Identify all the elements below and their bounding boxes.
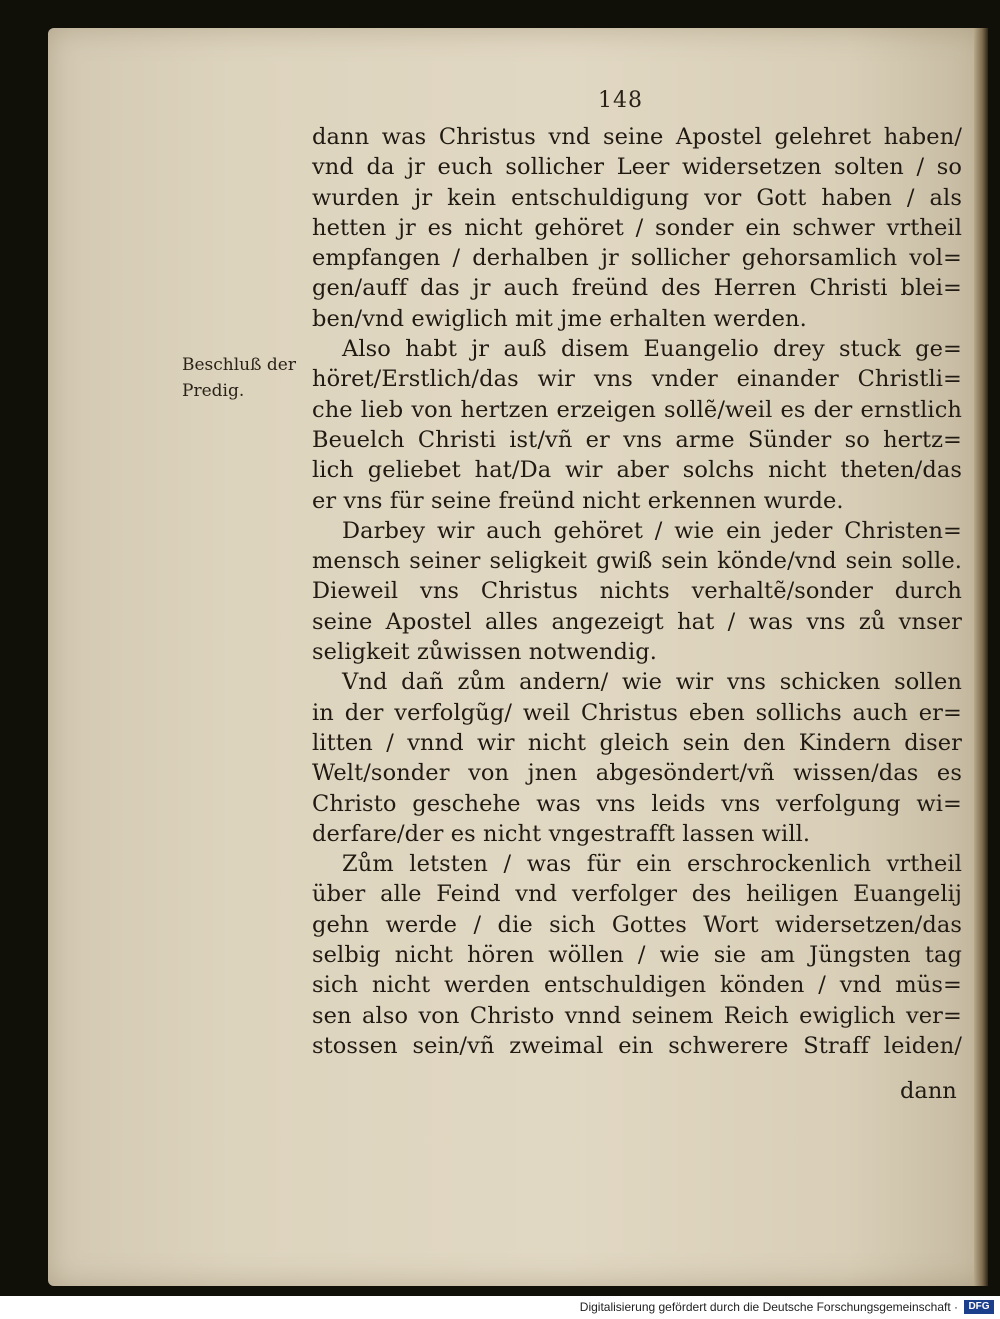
page-number: 148: [598, 88, 643, 113]
catchword: dann: [900, 1078, 957, 1104]
marginal-note: [182, 352, 296, 404]
text-line: Dieweil vns Christus nichts verhaltẽ/sonder durch: [312, 578, 962, 605]
text-line: empfangen / derhalben jr sollicher gehorsamlich vol=: [312, 245, 962, 272]
text-line: sich nicht werden entschuldigen könden / vnd müs=: [312, 972, 962, 999]
text-line: mensch seiner seligkeit gwiß sein könde/vnd sein solle.: [312, 548, 962, 575]
text-line: Welt/sonder von jnen abgesöndert/vñ wissen/das es: [312, 760, 962, 787]
text-line: Darbey wir auch gehöret / wie ein jeder Christen=: [342, 517, 962, 544]
text-line: vnd da jr euch sollicher Leer widersetzen solten / so: [312, 154, 962, 181]
marginal-note-line: Beschluß der: [182, 355, 296, 375]
text-line: Beuelch Christi ist/vñ er vns arme Sünder so hertz=: [312, 426, 962, 453]
text-line: sen also von Christo vnnd seinem Reich ewiglich ver=: [312, 1002, 962, 1029]
text-line: gehn werde / die sich Gottes Wort widersetzen/das: [312, 911, 962, 938]
text-line: gen/auff das jr auch freünd des Herren Christi blei=: [312, 275, 962, 302]
text-line: stossen sein/vñ zweimal ein schwerere Straff leiden/: [312, 1032, 962, 1059]
text-line: litten / vnnd wir nicht gleich sein den Kindern diser: [312, 729, 962, 756]
text-line: über alle Feind vnd verfolger des heiligen Euangelij: [312, 881, 962, 908]
page-edge-shadow: [974, 28, 988, 1286]
text-line: in der verfolgũg/ weil Christus eben sollichs auch er=: [312, 699, 962, 726]
dfg-logo-icon: DFG: [964, 1300, 994, 1314]
funding-credit: Digitalisierung gefördert durch die Deutsche Forschungsgemeinschaft ·: [579, 1300, 958, 1314]
text-line: hetten jr es nicht gehöret / sonder ein schwer vrtheil: [312, 214, 962, 241]
text-line: höret/Erstlich/das wir vns vnder einander Christli=: [312, 366, 962, 393]
text-line: Vnd dañ zům andern/ wie wir vns schicken sollen: [342, 669, 962, 696]
text-line: Christo geschehe was vns leids vns verfolgung wi=: [312, 790, 962, 817]
footer-bar: [0, 1296, 1000, 1319]
text-line: seligkeit zůwissen notwendig.: [312, 639, 658, 666]
body-text: [312, 122, 962, 1061]
text-line: er vns für seine freünd nicht erkennen wurde.: [312, 487, 844, 514]
marginal-note-line: Predig.: [182, 381, 245, 401]
text-line: Zům letsten / was für ein erschrockenlich vrtheil: [342, 851, 962, 878]
text-line: che lieb von hertzen erzeigen sollẽ/weil es der ernstlich: [312, 396, 962, 423]
text-line: selbig nicht hören wöllen / wie sie am Jüngsten tag: [312, 942, 962, 969]
text-line: lich geliebet hat/Da wir aber solchs nicht theten/das: [312, 457, 962, 484]
text-line: wurden jr kein entschuldigung vor Gott haben / als: [312, 184, 962, 211]
text-line: seine Apostel alles angezeigt hat / was vns zů vnser: [312, 608, 962, 635]
text-line: dann was Christus vnd seine Apostel gelehret haben/: [312, 124, 962, 150]
text-line: ben/vnd ewiglich mit jme erhalten werden.: [312, 305, 807, 332]
text-line: derfare/der es nicht vngestrafft lassen will.: [312, 820, 811, 847]
text-line: Also habt jr auß disem Euangelio drey stuck ge=: [342, 336, 962, 363]
